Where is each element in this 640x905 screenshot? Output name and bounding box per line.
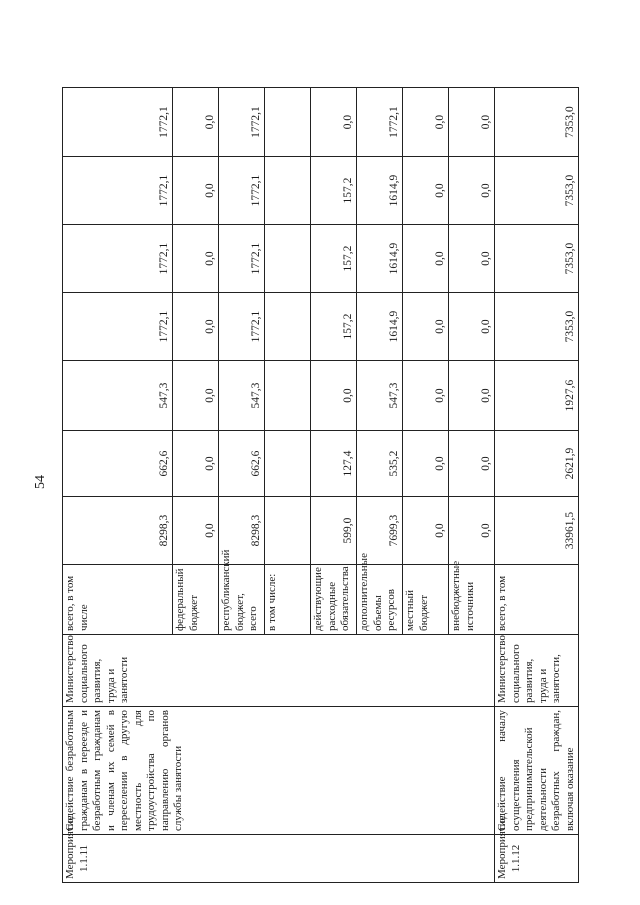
amount-cell	[265, 88, 311, 157]
amount-cell: 0,0	[449, 293, 495, 361]
amount-cell: 662,6	[219, 431, 265, 497]
funding-source-cell: действующие расходные обязательства	[311, 565, 357, 635]
amount-cell: 0,0	[311, 361, 357, 431]
amount-cell: 0,0	[449, 361, 495, 431]
amount-cell: 547,3	[219, 361, 265, 431]
amount-cell: 7353,0	[495, 88, 579, 157]
amount-cell	[265, 431, 311, 497]
amount-cell: 0,0	[403, 157, 449, 225]
amount-cell: 1614,9	[357, 225, 403, 293]
amount-cell: 1772,1	[357, 88, 403, 157]
amount-cell: 0,0	[173, 497, 219, 565]
amount-cell: 1772,1	[219, 293, 265, 361]
amount-cell: 127,4	[311, 431, 357, 497]
amount-cell: 535,2	[357, 431, 403, 497]
amount-cell: 0,0	[311, 88, 357, 157]
amount-cell: 0,0	[403, 497, 449, 565]
amount-cell: 0,0	[449, 88, 495, 157]
budget-table-rotated	[62, 88, 576, 883]
amount-cell: 0,0	[403, 88, 449, 157]
amount-cell: 0,0	[403, 225, 449, 293]
amount-cell: 662,6	[63, 431, 173, 497]
funding-source-cell: всего, в том	[495, 565, 579, 635]
amount-cell: 157,2	[311, 225, 357, 293]
amount-cell: 7353,0	[495, 157, 579, 225]
amount-cell: 0,0	[403, 361, 449, 431]
amount-cell: 7699,3	[357, 497, 403, 565]
table-row	[495, 88, 579, 883]
executor-cell: Министерство социального развития, труда и занятости	[63, 635, 495, 707]
amount-cell: 1772,1	[63, 293, 173, 361]
amount-cell: 8298,3	[219, 497, 265, 565]
budget-table	[62, 87, 579, 883]
amount-cell: 547,3	[63, 361, 173, 431]
amount-cell: 157,2	[311, 157, 357, 225]
amount-cell: 7353,0	[495, 293, 579, 361]
amount-cell: 0,0	[449, 431, 495, 497]
amount-cell: 0,0	[173, 361, 219, 431]
amount-cell: 8298,3	[63, 497, 173, 565]
amount-cell: 1927,6	[495, 361, 579, 431]
activity-name-cell: Содействие началу осуществления предпринимательской деятельности безработных граждан, включая оказание	[495, 707, 579, 835]
amount-cell: 2621,9	[495, 431, 579, 497]
amount-cell: 1772,1	[219, 157, 265, 225]
amount-cell: 0,0	[173, 88, 219, 157]
amount-cell	[265, 497, 311, 565]
page-number: 54	[33, 475, 48, 489]
amount-cell: 1772,1	[219, 88, 265, 157]
table-row	[63, 88, 173, 883]
executor-cell: Министерство социального развития, труда и занятости,	[495, 635, 579, 707]
amount-cell: 0,0	[173, 431, 219, 497]
amount-cell: 1772,1	[63, 88, 173, 157]
amount-cell: 599,0	[311, 497, 357, 565]
amount-cell: 547,3	[357, 361, 403, 431]
activity-code-cell: Мероприятие 1.1.11	[63, 835, 495, 883]
amount-cell: 1614,9	[357, 157, 403, 225]
table-body	[63, 88, 579, 883]
amount-cell: 1614,9	[357, 293, 403, 361]
funding-source-cell: республиканский бюджет, всего	[219, 565, 265, 635]
amount-cell: 0,0	[449, 225, 495, 293]
amount-cell: 0,0	[173, 157, 219, 225]
amount-cell	[265, 361, 311, 431]
activity-name-cell: Содействие безработным гражданам в переезде и безработным гражданам и членам их семей в переселении в другую местность для трудоустройства по направлению органов службы занятости	[63, 707, 495, 835]
funding-source-cell: федеральный бюджет	[173, 565, 219, 635]
amount-cell: 0,0	[173, 225, 219, 293]
amount-cell: 0,0	[403, 431, 449, 497]
amount-cell: 1772,1	[63, 157, 173, 225]
amount-cell: 7353,0	[495, 225, 579, 293]
amount-cell	[265, 157, 311, 225]
amount-cell: 0,0	[173, 293, 219, 361]
amount-cell: 1772,1	[219, 225, 265, 293]
activity-code-cell: Мероприятие 1.1.12	[495, 835, 579, 883]
funding-source-cell: дополнительные объемы ресурсов	[357, 565, 403, 635]
funding-source-cell: местный бюджет	[403, 565, 449, 635]
amount-cell: 33961,5	[495, 497, 579, 565]
funding-source-cell: в том числе:	[265, 565, 311, 635]
funding-source-cell: внебюджетные источники	[449, 565, 495, 635]
amount-cell: 0,0	[449, 497, 495, 565]
amount-cell: 1772,1	[63, 225, 173, 293]
amount-cell: 157,2	[311, 293, 357, 361]
amount-cell	[265, 225, 311, 293]
amount-cell: 0,0	[449, 157, 495, 225]
amount-cell	[265, 293, 311, 361]
funding-source-cell: всего, в том числе	[63, 565, 173, 635]
amount-cell: 0,0	[403, 293, 449, 361]
